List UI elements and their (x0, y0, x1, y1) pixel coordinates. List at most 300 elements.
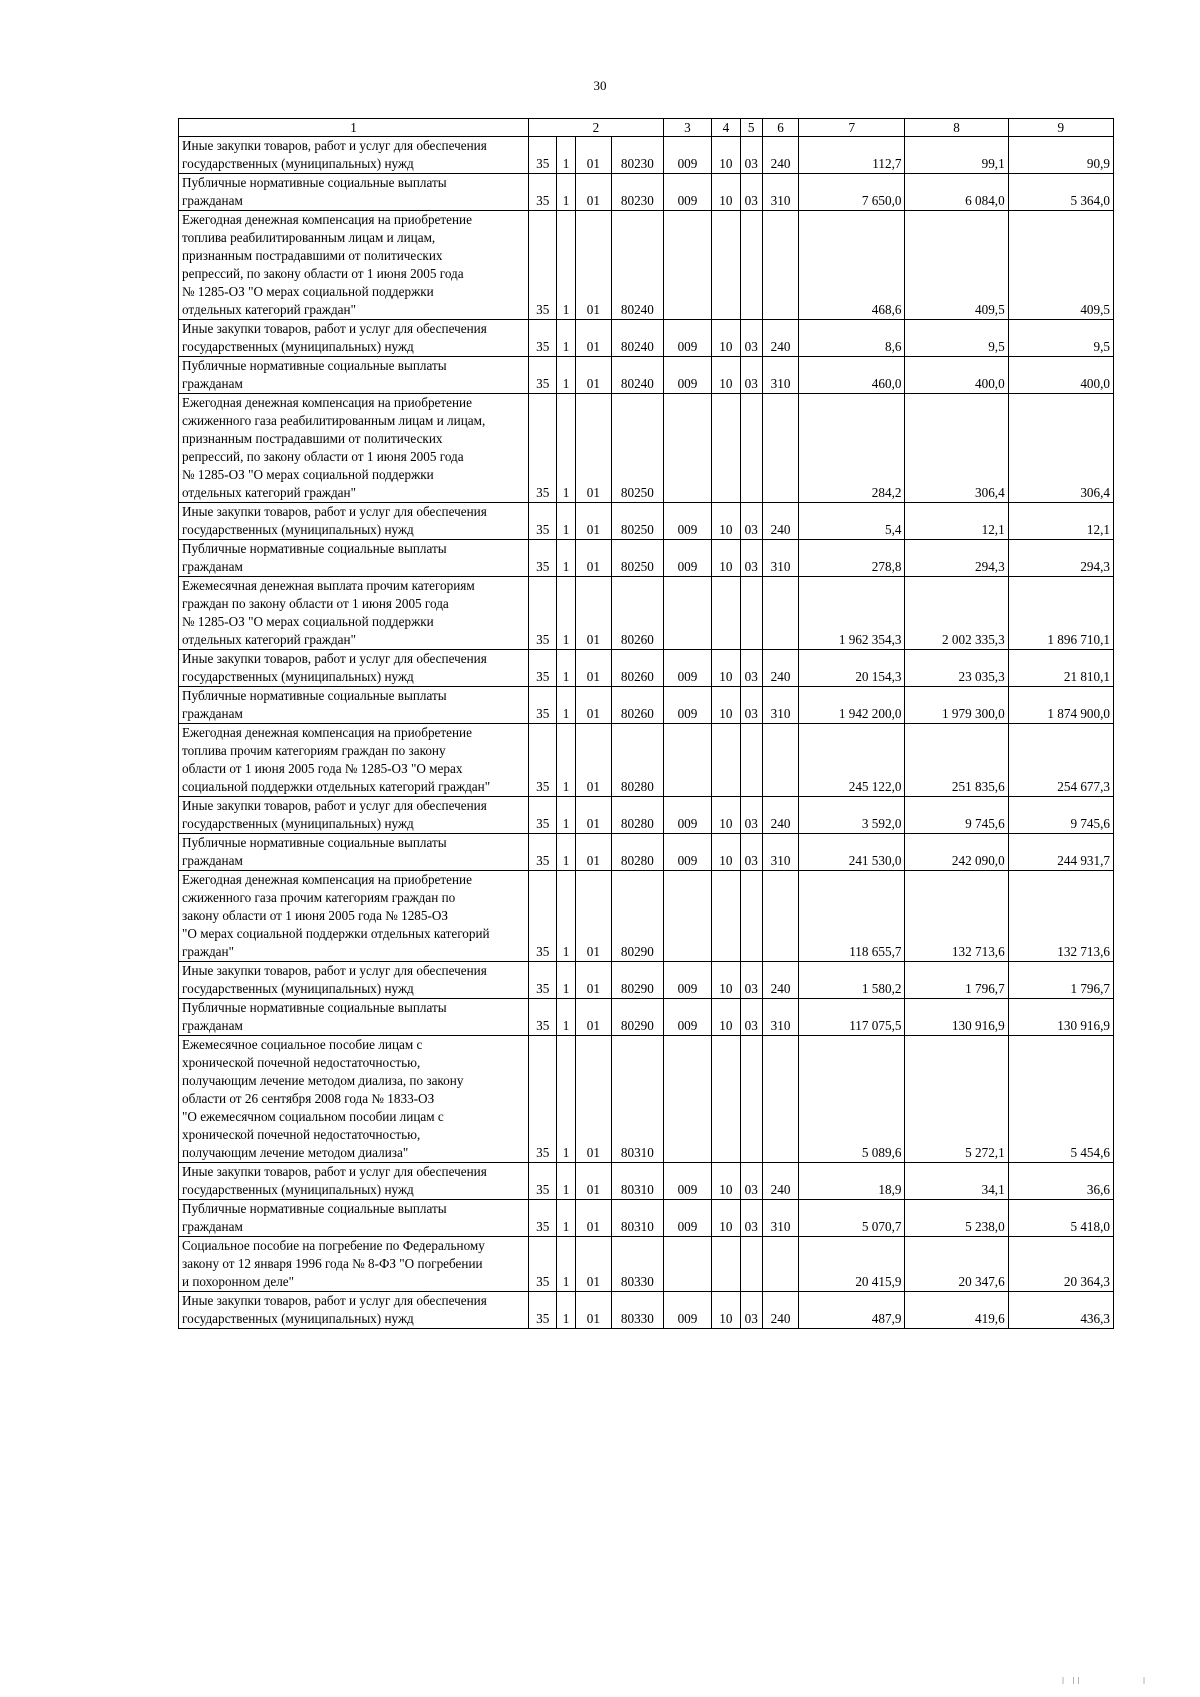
table-row (179, 797, 1114, 834)
table-row (179, 1292, 1114, 1329)
amount-cell: 400,0 (905, 357, 1008, 394)
amount-cell: 12,1 (905, 503, 1008, 540)
amount-cell: 1 979 300,0 (905, 687, 1008, 724)
code-cell: 10 (712, 1200, 740, 1237)
code-cell: 35 (529, 1163, 557, 1200)
code-cell: 35 (529, 724, 557, 797)
table-row (179, 577, 1114, 650)
code-cell: 03 (740, 687, 762, 724)
table-row (179, 999, 1114, 1036)
amount-cell: 254 677,3 (1008, 724, 1113, 797)
code-cell (663, 724, 712, 797)
code-cell: 1 (557, 834, 575, 871)
code-cell: 35 (529, 137, 557, 174)
code-cell: 10 (712, 1163, 740, 1200)
amount-cell: 1 580,2 (799, 962, 905, 999)
row-name-cell: Иные закупки товаров, работ и услуг для обеспечения государственных (муниципальных) нужд (179, 1163, 529, 1200)
code-cell: 240 (762, 797, 798, 834)
column-header: 1 (179, 119, 529, 137)
scan-margin-marks: ǀ ǀǀ ǀ (1062, 1676, 1149, 1687)
code-cell (712, 577, 740, 650)
code-cell: 80260 (612, 650, 664, 687)
amount-cell: 244 931,7 (1008, 834, 1113, 871)
amount-cell: 90,9 (1008, 137, 1113, 174)
code-cell: 35 (529, 1292, 557, 1329)
code-cell: 1 (557, 540, 575, 577)
code-cell: 01 (575, 650, 611, 687)
code-cell: 240 (762, 320, 798, 357)
code-cell: 310 (762, 834, 798, 871)
amount-cell: 1 962 354,3 (799, 577, 905, 650)
row-name-cell: Иные закупки товаров, работ и услуг для обеспечения государственных (муниципальных) нужд (179, 1292, 529, 1329)
code-cell: 80310 (612, 1163, 664, 1200)
code-cell: 35 (529, 999, 557, 1036)
table-row (179, 1036, 1114, 1163)
code-cell: 01 (575, 1163, 611, 1200)
code-cell: 1 (557, 1237, 575, 1292)
amount-cell: 436,3 (1008, 1292, 1113, 1329)
code-cell: 1 (557, 650, 575, 687)
code-cell: 1 (557, 174, 575, 211)
amount-cell: 20 415,9 (799, 1237, 905, 1292)
code-cell: 80240 (612, 357, 664, 394)
code-cell: 03 (740, 1163, 762, 1200)
row-name-cell: Публичные нормативные социальные выплаты гражданам (179, 687, 529, 724)
code-cell (762, 394, 798, 503)
code-cell: 80230 (612, 137, 664, 174)
amount-cell: 306,4 (1008, 394, 1113, 503)
code-cell: 01 (575, 871, 611, 962)
table-body (179, 137, 1114, 1329)
code-cell (712, 1036, 740, 1163)
code-cell (762, 211, 798, 320)
code-cell: 310 (762, 357, 798, 394)
code-cell: 10 (712, 687, 740, 724)
code-cell: 35 (529, 503, 557, 540)
column-header: 4 (712, 119, 740, 137)
column-header: 8 (905, 119, 1008, 137)
amount-cell: 7 650,0 (799, 174, 905, 211)
amount-cell: 5,4 (799, 503, 905, 540)
code-cell: 240 (762, 137, 798, 174)
code-cell: 01 (575, 1036, 611, 1163)
code-cell: 80240 (612, 211, 664, 320)
table-row (179, 724, 1114, 797)
code-cell: 03 (740, 137, 762, 174)
table-row (179, 540, 1114, 577)
table-row (179, 320, 1114, 357)
amount-cell: 460,0 (799, 357, 905, 394)
amount-cell: 117 075,5 (799, 999, 905, 1036)
code-cell: 1 (557, 687, 575, 724)
code-cell: 01 (575, 357, 611, 394)
code-cell: 1 (557, 1200, 575, 1237)
code-cell: 80260 (612, 687, 664, 724)
code-cell: 35 (529, 797, 557, 834)
code-cell: 01 (575, 174, 611, 211)
code-cell: 1 (557, 797, 575, 834)
code-cell: 10 (712, 320, 740, 357)
page-number: 30 (593, 78, 607, 93)
amount-cell: 9 745,6 (1008, 797, 1113, 834)
amount-cell: 5 454,6 (1008, 1036, 1113, 1163)
code-cell (740, 211, 762, 320)
row-name-cell: Ежегодная денежная компенсация на приобретение топлива реабилитированным лицам и лицам, признанным пострадавшими от политических репрессий, по закону области от 1 июня 2005 года № 1285-ОЗ "О мерах социальной поддержки отдельных категорий граждан" (179, 211, 529, 320)
code-cell: 01 (575, 999, 611, 1036)
amount-cell: 20 347,6 (905, 1237, 1008, 1292)
table-row (179, 503, 1114, 540)
budget-table (178, 118, 1114, 1329)
code-cell: 80250 (612, 394, 664, 503)
code-cell: 1 (557, 1292, 575, 1329)
code-cell: 10 (712, 503, 740, 540)
code-cell: 80310 (612, 1036, 664, 1163)
code-cell: 310 (762, 687, 798, 724)
code-cell (663, 1036, 712, 1163)
code-cell (740, 871, 762, 962)
code-cell: 01 (575, 1237, 611, 1292)
amount-cell: 12,1 (1008, 503, 1113, 540)
code-cell: 10 (712, 650, 740, 687)
row-name-cell: Публичные нормативные социальные выплаты гражданам (179, 999, 529, 1036)
amount-cell: 99,1 (905, 137, 1008, 174)
amount-cell: 306,4 (905, 394, 1008, 503)
code-cell: 240 (762, 962, 798, 999)
table-row (179, 962, 1114, 999)
amount-cell: 132 713,6 (905, 871, 1008, 962)
code-cell (762, 724, 798, 797)
code-cell (663, 211, 712, 320)
amount-cell: 1 896 710,1 (1008, 577, 1113, 650)
code-cell: 01 (575, 962, 611, 999)
code-cell: 009 (663, 797, 712, 834)
code-cell: 03 (740, 797, 762, 834)
code-cell: 01 (575, 394, 611, 503)
code-cell: 1 (557, 871, 575, 962)
code-cell: 03 (740, 962, 762, 999)
code-cell: 35 (529, 394, 557, 503)
code-cell: 310 (762, 1200, 798, 1237)
code-cell: 35 (529, 834, 557, 871)
code-cell: 1 (557, 357, 575, 394)
row-name-cell: Ежемесячное социальное пособие лицам с хронической почечной недостаточностью, получающим лечение методом диализа, по закону области от 26 сентября 2008 года № 1833-ОЗ "О ежемесячном социальном пособии лицам с хронической почечной недостаточностью, получающим лечение методом диализа" (179, 1036, 529, 1163)
code-cell: 03 (740, 1292, 762, 1329)
amount-cell: 2 002 335,3 (905, 577, 1008, 650)
code-cell: 009 (663, 1292, 712, 1329)
code-cell: 310 (762, 174, 798, 211)
table-row (179, 1200, 1114, 1237)
code-cell: 1 (557, 394, 575, 503)
amount-cell: 241 530,0 (799, 834, 905, 871)
code-cell: 10 (712, 540, 740, 577)
code-cell: 35 (529, 320, 557, 357)
amount-cell: 5 070,7 (799, 1200, 905, 1237)
table-row (179, 834, 1114, 871)
code-cell: 1 (557, 1163, 575, 1200)
row-name-cell: Публичные нормативные социальные выплаты гражданам (179, 834, 529, 871)
amount-cell: 294,3 (905, 540, 1008, 577)
code-cell (712, 211, 740, 320)
amount-cell: 251 835,6 (905, 724, 1008, 797)
code-cell (663, 1237, 712, 1292)
code-cell: 240 (762, 650, 798, 687)
table-header-row (179, 119, 1114, 137)
code-cell: 1 (557, 211, 575, 320)
code-cell (740, 577, 762, 650)
amount-cell: 5 364,0 (1008, 174, 1113, 211)
code-cell: 10 (712, 834, 740, 871)
table-row (179, 687, 1114, 724)
column-header: 9 (1008, 119, 1113, 137)
code-cell: 009 (663, 540, 712, 577)
amount-cell: 9 745,6 (905, 797, 1008, 834)
amount-cell: 468,6 (799, 211, 905, 320)
code-cell: 310 (762, 540, 798, 577)
code-cell: 80280 (612, 797, 664, 834)
code-cell: 310 (762, 999, 798, 1036)
column-header: 7 (799, 119, 905, 137)
code-cell: 009 (663, 1163, 712, 1200)
code-cell: 01 (575, 320, 611, 357)
code-cell: 03 (740, 320, 762, 357)
code-cell: 80280 (612, 724, 664, 797)
code-cell (740, 724, 762, 797)
code-cell: 009 (663, 503, 712, 540)
amount-cell: 20 154,3 (799, 650, 905, 687)
amount-cell: 18,9 (799, 1163, 905, 1200)
code-cell: 80250 (612, 540, 664, 577)
amount-cell: 1 942 200,0 (799, 687, 905, 724)
table-row (179, 211, 1114, 320)
code-cell: 009 (663, 650, 712, 687)
code-cell: 10 (712, 1292, 740, 1329)
code-cell (663, 871, 712, 962)
code-cell: 01 (575, 503, 611, 540)
amount-cell: 8,6 (799, 320, 905, 357)
amount-cell: 5 238,0 (905, 1200, 1008, 1237)
amount-cell: 5 418,0 (1008, 1200, 1113, 1237)
amount-cell: 245 122,0 (799, 724, 905, 797)
amount-cell: 3 592,0 (799, 797, 905, 834)
code-cell: 35 (529, 1200, 557, 1237)
code-cell: 01 (575, 577, 611, 650)
amount-cell: 1 874 900,0 (1008, 687, 1113, 724)
row-name-cell: Публичные нормативные социальные выплаты гражданам (179, 174, 529, 211)
code-cell: 009 (663, 137, 712, 174)
code-cell: 009 (663, 174, 712, 211)
amount-cell: 130 916,9 (905, 999, 1008, 1036)
amount-cell: 23 035,3 (905, 650, 1008, 687)
code-cell: 80280 (612, 834, 664, 871)
row-name-cell: Иные закупки товаров, работ и услуг для обеспечения государственных (муниципальных) нужд (179, 650, 529, 687)
code-cell: 03 (740, 1200, 762, 1237)
code-cell (712, 1237, 740, 1292)
amount-cell: 9,5 (1008, 320, 1113, 357)
code-cell: 009 (663, 834, 712, 871)
code-cell: 1 (557, 962, 575, 999)
code-cell: 009 (663, 1200, 712, 1237)
code-cell: 35 (529, 1036, 557, 1163)
code-cell (663, 577, 712, 650)
amount-cell: 112,7 (799, 137, 905, 174)
code-cell: 01 (575, 540, 611, 577)
code-cell (740, 1237, 762, 1292)
code-cell: 35 (529, 687, 557, 724)
amount-cell: 242 090,0 (905, 834, 1008, 871)
code-cell: 10 (712, 797, 740, 834)
table-row (179, 394, 1114, 503)
code-cell: 80330 (612, 1292, 664, 1329)
code-cell: 03 (740, 834, 762, 871)
code-cell (762, 577, 798, 650)
code-cell: 01 (575, 1292, 611, 1329)
row-name-cell: Иные закупки товаров, работ и услуг для обеспечения государственных (муниципальных) нужд (179, 503, 529, 540)
code-cell: 1 (557, 320, 575, 357)
amount-cell: 5 089,6 (799, 1036, 905, 1163)
code-cell: 03 (740, 540, 762, 577)
amount-cell: 5 272,1 (905, 1036, 1008, 1163)
code-cell: 03 (740, 999, 762, 1036)
code-cell: 35 (529, 650, 557, 687)
row-name-cell: Ежегодная денежная компенсация на приобретение сжиженного газа реабилитированным лицам и лицам, признанным пострадавшими от политических репрессий, по закону области от 1 июня 2005 года № 1285-ОЗ "О мерах социальной поддержки отдельных категорий граждан" (179, 394, 529, 503)
code-cell (762, 871, 798, 962)
code-cell: 1 (557, 1036, 575, 1163)
amount-cell: 130 916,9 (1008, 999, 1113, 1036)
code-cell (740, 1036, 762, 1163)
row-name-cell: Публичные нормативные социальные выплаты гражданам (179, 540, 529, 577)
amount-cell: 284,2 (799, 394, 905, 503)
code-cell: 01 (575, 137, 611, 174)
code-cell: 35 (529, 871, 557, 962)
code-cell: 35 (529, 357, 557, 394)
row-name-cell: Ежегодная денежная компенсация на приобретение сжиженного газа прочим категориям граждан по закону области от 1 июня 2005 года № 1285-ОЗ "О мерах социальной поддержки отдельных категорий граждан" (179, 871, 529, 962)
table-row (179, 357, 1114, 394)
row-name-cell: Иные закупки товаров, работ и услуг для обеспечения государственных (муниципальных) нужд (179, 797, 529, 834)
amount-cell: 294,3 (1008, 540, 1113, 577)
code-cell: 35 (529, 577, 557, 650)
code-cell: 80310 (612, 1200, 664, 1237)
amount-cell: 1 796,7 (1008, 962, 1113, 999)
amount-cell: 1 796,7 (905, 962, 1008, 999)
table-row (179, 137, 1114, 174)
code-cell: 80250 (612, 503, 664, 540)
code-cell: 03 (740, 174, 762, 211)
code-cell: 10 (712, 174, 740, 211)
amount-cell: 487,9 (799, 1292, 905, 1329)
row-name-cell: Публичные нормативные социальные выплаты гражданам (179, 357, 529, 394)
row-name-cell: Ежемесячная денежная выплата прочим категориям граждан по закону области от 1 июня 2005 года № 1285-ОЗ "О мерах социальной поддержки отдельных категорий граждан" (179, 577, 529, 650)
row-name-cell: Иные закупки товаров, работ и услуг для обеспечения государственных (муниципальных) нужд (179, 137, 529, 174)
column-header: 5 (740, 119, 762, 137)
code-cell: 009 (663, 320, 712, 357)
code-cell: 10 (712, 357, 740, 394)
code-cell: 01 (575, 1200, 611, 1237)
column-header: 6 (762, 119, 798, 137)
amount-cell: 34,1 (905, 1163, 1008, 1200)
code-cell: 35 (529, 540, 557, 577)
code-cell: 240 (762, 1292, 798, 1329)
code-cell (663, 394, 712, 503)
code-cell: 03 (740, 650, 762, 687)
row-name-cell: Социальное пособие на погребение по Федеральному закону от 12 января 1996 года № 8-ФЗ "О погребении и похоронном деле" (179, 1237, 529, 1292)
code-cell: 1 (557, 503, 575, 540)
code-cell: 80260 (612, 577, 664, 650)
code-cell: 80290 (612, 999, 664, 1036)
code-cell: 009 (663, 962, 712, 999)
amount-cell: 409,5 (905, 211, 1008, 320)
amount-cell: 20 364,3 (1008, 1237, 1113, 1292)
amount-cell: 21 810,1 (1008, 650, 1113, 687)
code-cell: 01 (575, 687, 611, 724)
code-cell: 240 (762, 503, 798, 540)
code-cell (712, 724, 740, 797)
code-cell: 01 (575, 797, 611, 834)
amount-cell: 9,5 (905, 320, 1008, 357)
code-cell: 01 (575, 834, 611, 871)
code-cell: 35 (529, 211, 557, 320)
amount-cell: 36,6 (1008, 1163, 1113, 1200)
table-row (179, 174, 1114, 211)
code-cell: 009 (663, 687, 712, 724)
code-cell: 240 (762, 1163, 798, 1200)
code-cell: 009 (663, 999, 712, 1036)
code-cell (762, 1036, 798, 1163)
row-name-cell: Иные закупки товаров, работ и услуг для обеспечения государственных (муниципальных) нужд (179, 320, 529, 357)
code-cell: 80290 (612, 871, 664, 962)
amount-cell: 118 655,7 (799, 871, 905, 962)
code-cell (740, 394, 762, 503)
code-cell: 80240 (612, 320, 664, 357)
code-cell: 1 (557, 577, 575, 650)
code-cell: 01 (575, 724, 611, 797)
amount-cell: 419,6 (905, 1292, 1008, 1329)
code-cell: 009 (663, 357, 712, 394)
row-name-cell: Ежегодная денежная компенсация на приобретение топлива прочим категориям граждан по закону области от 1 июня 2005 года № 1285-ОЗ "О мерах социальной поддержки отдельных категорий граждан" (179, 724, 529, 797)
table-row (179, 650, 1114, 687)
column-header: 2 (529, 119, 664, 137)
amount-cell: 278,8 (799, 540, 905, 577)
code-cell: 10 (712, 962, 740, 999)
code-cell: 80230 (612, 174, 664, 211)
code-cell: 1 (557, 999, 575, 1036)
code-cell: 1 (557, 724, 575, 797)
code-cell: 10 (712, 999, 740, 1036)
code-cell: 10 (712, 137, 740, 174)
code-cell: 03 (740, 357, 762, 394)
code-cell: 03 (740, 503, 762, 540)
code-cell: 35 (529, 962, 557, 999)
code-cell: 35 (529, 174, 557, 211)
amount-cell: 409,5 (1008, 211, 1113, 320)
code-cell: 80290 (612, 962, 664, 999)
amount-cell: 132 713,6 (1008, 871, 1113, 962)
amount-cell: 6 084,0 (905, 174, 1008, 211)
column-header: 3 (663, 119, 712, 137)
code-cell (712, 871, 740, 962)
code-cell: 01 (575, 211, 611, 320)
table-row (179, 1237, 1114, 1292)
row-name-cell: Иные закупки товаров, работ и услуг для обеспечения государственных (муниципальных) нужд (179, 962, 529, 999)
code-cell: 35 (529, 1237, 557, 1292)
row-name-cell: Публичные нормативные социальные выплаты гражданам (179, 1200, 529, 1237)
code-cell (762, 1237, 798, 1292)
code-cell: 80330 (612, 1237, 664, 1292)
table-row (179, 1163, 1114, 1200)
amount-cell: 400,0 (1008, 357, 1113, 394)
code-cell (712, 394, 740, 503)
code-cell: 1 (557, 137, 575, 174)
table-row (179, 871, 1114, 962)
